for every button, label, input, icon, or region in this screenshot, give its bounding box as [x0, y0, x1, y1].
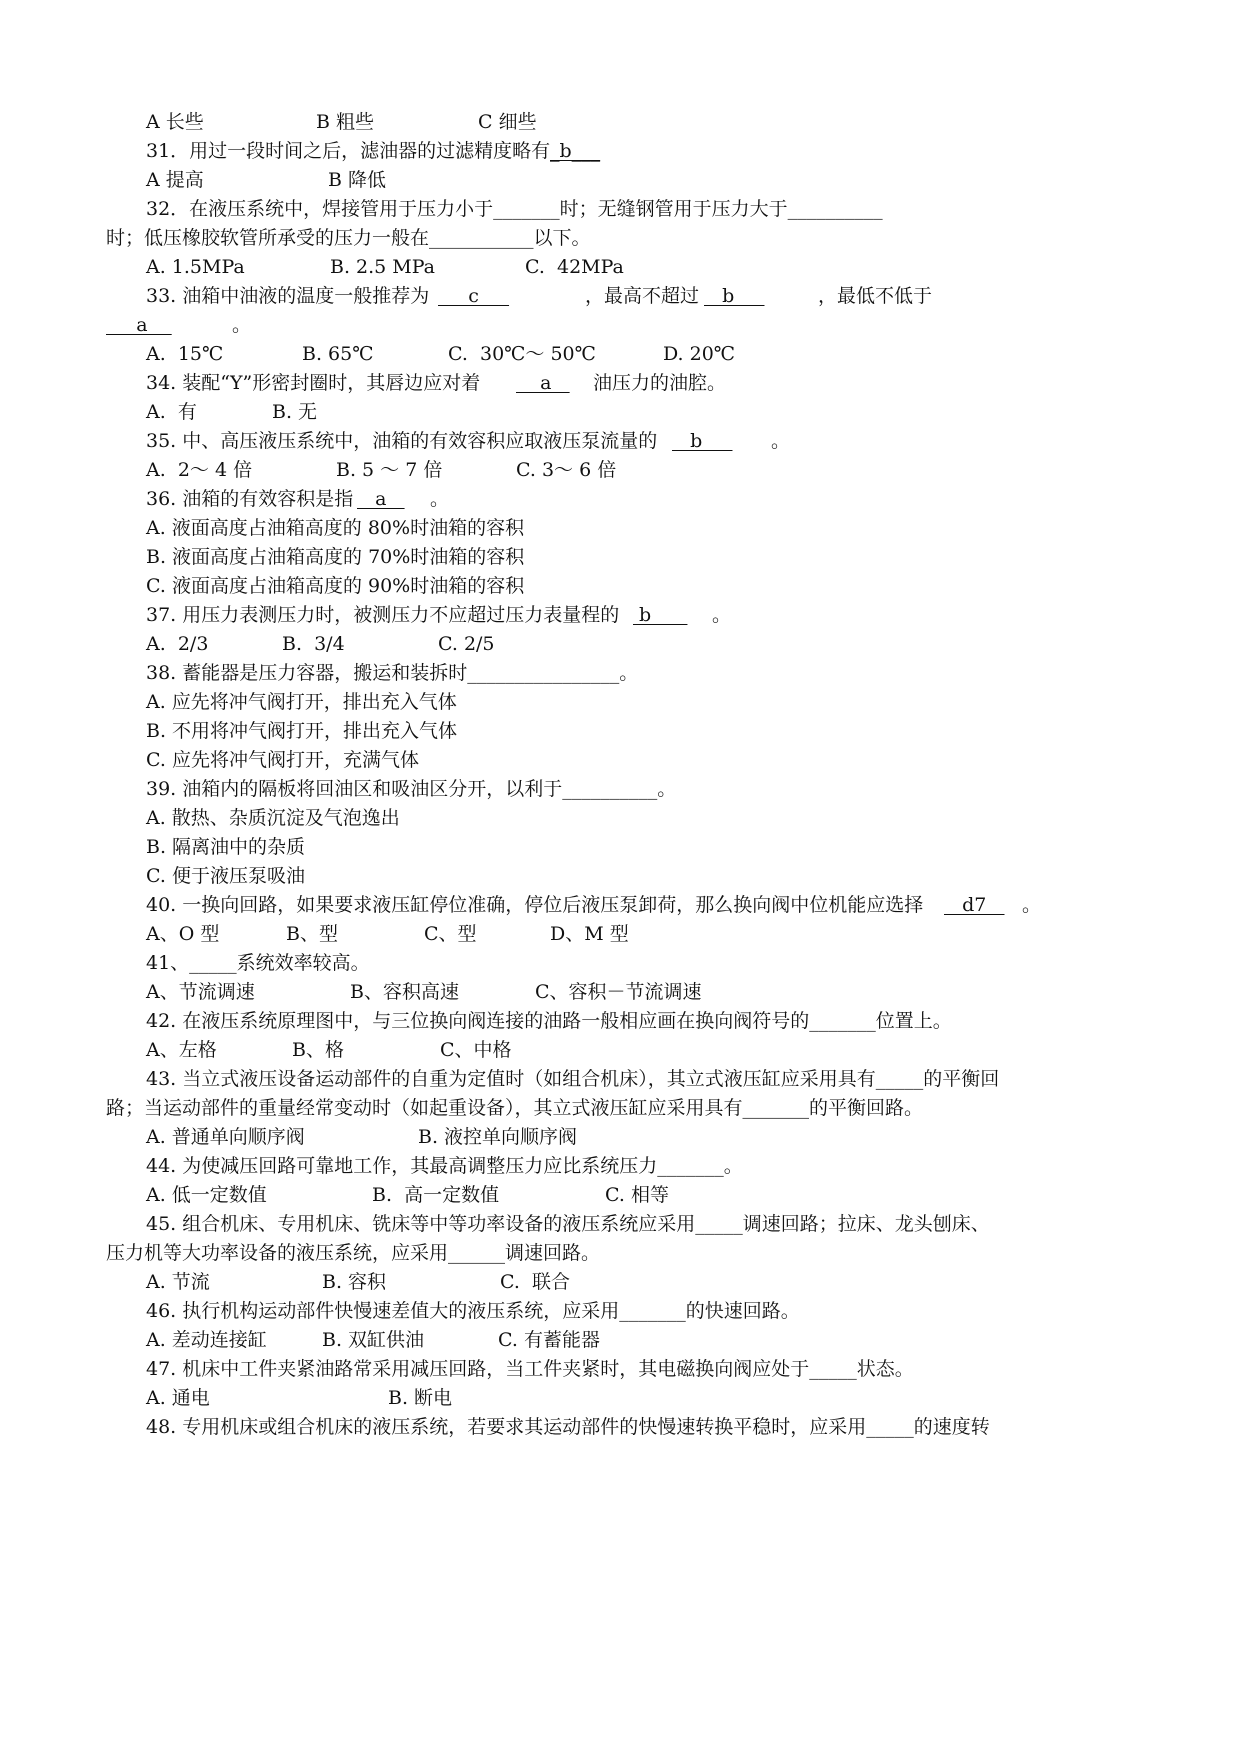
text-line: [0, 429, 1241, 453]
text-line: [0, 1009, 1241, 1033]
answer-blank: b: [672, 430, 733, 452]
text-segment: B. 高一定数值: [372, 1184, 500, 1206]
answer-blank: _b___: [550, 140, 601, 162]
text-segment: B. 2.5 MPa: [330, 256, 436, 278]
text-segment: C、容积－节流调速: [535, 981, 702, 1003]
text-line: [0, 1067, 1241, 1091]
text-segment: A. 2～ 4 倍: [146, 459, 253, 481]
text-segment: 31．用过一段时间之后，滤油器的过滤精度略有: [146, 140, 551, 162]
text-line: [0, 255, 1241, 279]
text-segment: 。: [430, 488, 450, 510]
answer-blank: b: [704, 285, 765, 307]
text-segment: 39. 油箱内的隔板将回油区和吸油区分开，以利于__________。: [146, 778, 677, 800]
text-segment: ，最低不低于: [818, 285, 933, 307]
text-segment: 42. 在液压系统原理图中，与三位换向阀连接的油路一般相应画在换向阀符号的_______位置上。: [146, 1010, 952, 1032]
text-line: [0, 1386, 1241, 1410]
text-segment: A. 应先将冲气阀打开，排出充入气体: [146, 691, 457, 713]
text-segment: C、中格: [440, 1039, 512, 1061]
text-line: [0, 1038, 1241, 1062]
text-line: [0, 458, 1241, 482]
text-segment: A. 有: [146, 401, 197, 423]
answer-blank: c: [438, 285, 510, 307]
text-segment: 34. 装配“Y”形密封圈时，其唇边应对着: [146, 372, 481, 394]
text-segment: A. 15℃: [146, 343, 224, 365]
text-segment: C. 液面高度占油箱高度的 90%时油箱的容积: [146, 575, 525, 597]
text-line: [0, 835, 1241, 859]
text-line: [0, 371, 1241, 395]
text-line: [0, 719, 1241, 743]
text-segment: 。: [232, 314, 252, 336]
text-line: [0, 806, 1241, 830]
text-segment: 38. 蓄能器是压力容器，搬运和装拆时________________。: [146, 662, 639, 684]
text-segment: A、节流调速: [146, 981, 255, 1003]
text-line: [0, 1096, 1241, 1120]
text-segment: B. 隔离油中的杂质: [146, 836, 306, 858]
text-segment: A. 2/3: [146, 633, 209, 655]
text-segment: B. 液控单向顺序阀: [418, 1126, 578, 1148]
text-line: [0, 1183, 1241, 1207]
text-line: [0, 139, 1241, 163]
text-segment: B、格: [292, 1039, 344, 1061]
answer-blank: b: [633, 604, 688, 626]
text-segment: B. 5 ～ 7 倍: [336, 459, 443, 481]
text-line: [0, 545, 1241, 569]
text-segment: C. 30℃～ 50℃: [448, 343, 596, 365]
text-line: [0, 603, 1241, 627]
text-segment: C. 42MPa: [525, 256, 624, 278]
text-segment: 。: [712, 604, 732, 626]
text-line: [0, 777, 1241, 801]
text-line: [0, 342, 1241, 366]
text-segment: A. 散热、杂质沉淀及气泡逸出: [146, 807, 400, 829]
text-segment: A. 低一定数值: [146, 1184, 267, 1206]
text-line: [0, 661, 1241, 685]
text-line: [0, 284, 1241, 308]
text-line: [0, 110, 1241, 134]
text-line: [0, 1270, 1241, 1294]
text-segment: B. 65℃: [302, 343, 374, 365]
text-segment: 路；当运动部件的重量经常变动时（如起重设备），其立式液压缸应采用具有_______的平衡回路。: [106, 1097, 924, 1119]
text-segment: 32．在液压系统中，焊接管用于压力小于_______时；无缝钢管用于压力大于__________: [146, 198, 883, 220]
text-segment: 33. 油箱中油液的温度一般推荐为: [146, 285, 430, 307]
text-segment: 48. 专用机床或组合机床的液压系统，若要求其运动部件的快慢速转换平稳时，应采用_____的速度转: [146, 1416, 990, 1438]
text-line: [0, 1357, 1241, 1381]
text-line: [0, 893, 1241, 917]
text-segment: 43. 当立式液压设备运动部件的自重为定值时（如组合机床），其立式液压缸应采用具有_____的平衡回: [146, 1068, 1000, 1090]
text-line: [0, 1241, 1241, 1265]
text-segment: 油压力的油腔。: [593, 372, 727, 394]
text-segment: C. 3～ 6 倍: [516, 459, 617, 481]
text-segment: A 长些: [146, 111, 204, 133]
answer-blank: a: [106, 314, 172, 336]
text-line: [0, 632, 1241, 656]
text-segment: 。: [771, 430, 791, 452]
text-segment: B、型: [286, 923, 338, 945]
text-line: [0, 516, 1241, 540]
text-line: [0, 168, 1241, 192]
text-segment: ，最高不超过: [585, 285, 700, 307]
text-segment: A. 液面高度占油箱高度的 80%时油箱的容积: [146, 517, 525, 539]
text-line: [0, 574, 1241, 598]
text-line: [0, 922, 1241, 946]
text-segment: 46. 执行机构运动部件快慢速差值大的液压系统，应采用_______的快速回路。: [146, 1300, 800, 1322]
text-segment: B. 无: [272, 401, 318, 423]
text-line: [0, 226, 1241, 250]
text-segment: C. 联合: [500, 1271, 570, 1293]
answer-blank: a: [357, 488, 405, 510]
text-segment: A. 通电: [146, 1387, 210, 1409]
text-segment: A. 差动连接缸: [146, 1329, 267, 1351]
text-segment: C. 应先将冲气阀打开，充满气体: [146, 749, 419, 771]
text-line: [0, 864, 1241, 888]
text-line: [0, 1125, 1241, 1149]
text-segment: 37. 用压力表测压力时，被测压力不应超过压力表量程的: [146, 604, 620, 626]
text-line: [0, 1154, 1241, 1178]
text-segment: 44. 为使减压回路可靠地工作，其最高调整压力应比系统压力_______。: [146, 1155, 743, 1177]
text-segment: C 细些: [478, 111, 537, 133]
answer-blank: a: [516, 372, 570, 394]
text-segment: 时；低压橡胶软管所承受的压力一般在___________以下。: [106, 227, 591, 249]
text-segment: C、型: [424, 923, 477, 945]
text-segment: A. 普通单向顺序阀: [146, 1126, 305, 1148]
text-line: [0, 980, 1241, 1004]
text-line: [0, 951, 1241, 975]
text-segment: 压力机等大功率设备的液压系统，应采用______调速回路。: [106, 1242, 601, 1264]
text-segment: 。: [1022, 894, 1042, 916]
answer-blank: d7: [944, 894, 1005, 916]
text-segment: 40. 一换向回路，如果要求液压缸停位准确，停位后液压泵卸荷，那么换向阀中位机能应选择: [146, 894, 924, 916]
text-segment: A. 节流: [146, 1271, 210, 1293]
text-segment: B. 容积: [322, 1271, 387, 1293]
text-segment: B、容积高速: [350, 981, 459, 1003]
text-segment: D. 20℃: [663, 343, 736, 365]
text-segment: 35. 中、高压液压系统中，油箱的有效容积应取液压泵流量的: [146, 430, 658, 452]
text-segment: A、O 型: [146, 923, 220, 945]
text-segment: C. 2/5: [438, 633, 495, 655]
text-segment: D、M 型: [550, 923, 629, 945]
text-line: [0, 400, 1241, 424]
text-segment: B 降低: [328, 169, 387, 191]
text-segment: A 提高: [146, 169, 204, 191]
text-line: [0, 1212, 1241, 1236]
text-line: [0, 690, 1241, 714]
text-line: [0, 197, 1241, 221]
text-segment: B. 双缸供油: [322, 1329, 425, 1351]
text-segment: C. 相等: [605, 1184, 669, 1206]
text-segment: B. 液面高度占油箱高度的 70%时油箱的容积: [146, 546, 525, 568]
text-line: [0, 1328, 1241, 1352]
text-segment: B. 3/4: [282, 633, 345, 655]
text-line: [0, 748, 1241, 772]
text-line: [0, 1415, 1241, 1439]
text-segment: 41、_____系统效率较高。: [146, 952, 370, 974]
text-segment: A、左格: [146, 1039, 217, 1061]
text-segment: 47. 机床中工件夹紧油路常采用减压回路，当工件夹紧时，其电磁换向阀应处于_____状态。: [146, 1358, 914, 1380]
text-segment: B. 断电: [388, 1387, 453, 1409]
text-segment: 45. 组合机床、专用机床、铣床等中等功率设备的液压系统应采用_____调速回路；拉床、龙头刨床、: [146, 1213, 990, 1235]
text-segment: A. 1.5MPa: [146, 256, 245, 278]
text-segment: 36. 油箱的有效容积是指: [146, 488, 354, 510]
text-line: [0, 487, 1241, 511]
text-segment: B 粗些: [316, 111, 375, 133]
text-line: [0, 313, 1241, 337]
text-segment: B. 不用将冲气阀打开，排出充入气体: [146, 720, 458, 742]
text-line: [0, 1299, 1241, 1323]
text-segment: C. 有蓄能器: [498, 1329, 600, 1351]
text-segment: C. 便于液压泵吸油: [146, 865, 305, 887]
